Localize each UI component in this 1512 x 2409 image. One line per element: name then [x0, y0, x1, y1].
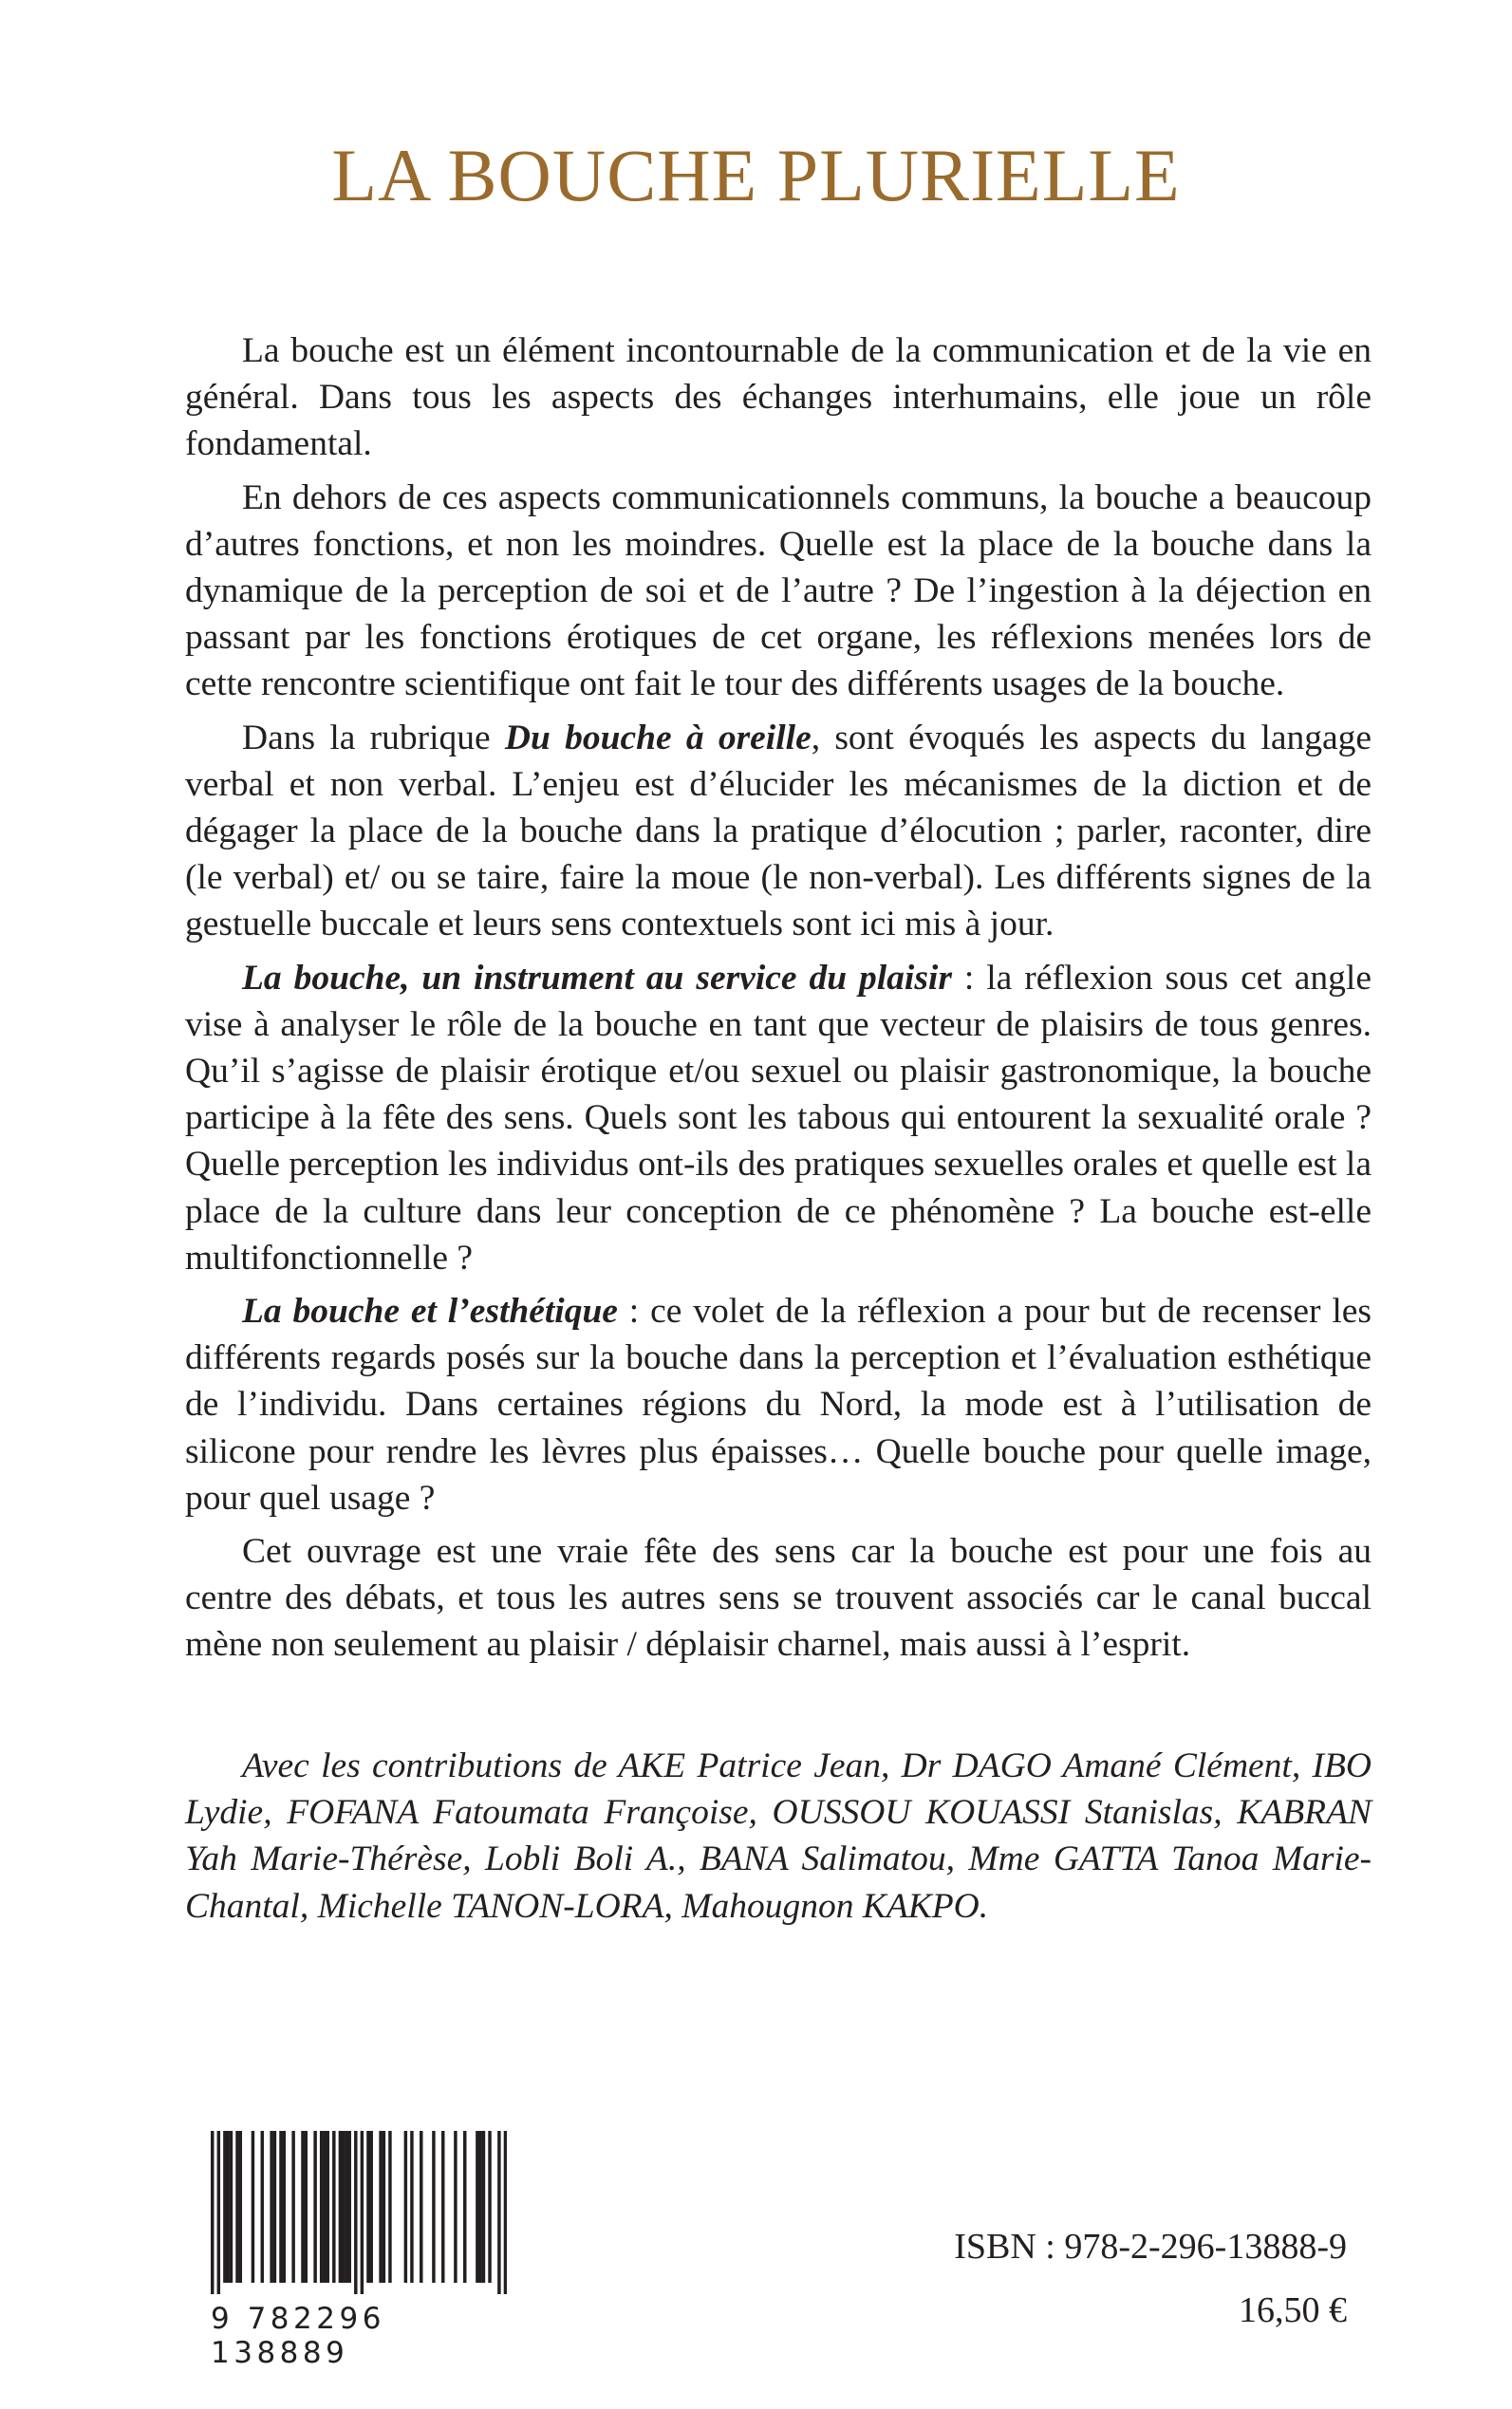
- barcode-image: [211, 2131, 507, 2294]
- barcode-bar: [273, 2131, 276, 2283]
- summary-paragraph-1: La bouche est un élément incontournable de la communication et de la vie en général. Dans tous les aspects des échanges interhumains, elle joue un rôle fondamental.: [185, 331, 1372, 464]
- barcode-bar: [217, 2131, 220, 2294]
- barcode-bar: [270, 2131, 272, 2283]
- barcode-bar: [345, 2131, 347, 2283]
- paragraph-3-intro: Dans la rubrique: [242, 718, 505, 757]
- section-title-esthetique: La bouche et l’esthétique: [242, 1292, 618, 1332]
- barcode-bar: [283, 2131, 286, 2283]
- barcode-bar: [463, 2131, 466, 2283]
- contributors-list: Avec les contributions de AKE Patrice Jean, Dr DAGO Amané Clément, IBO Lydie, FOFANA Fatoumata Françoise, OUSSOU KOUASSI Stanislas, KABRAN Yah Marie-Thérèse, Lobli Boli A., BANA Salimatou, Mme GATTA Tanoa Marie-Chantal, Michelle TANON-LORA, Mahougnon KAKPO.: [185, 1746, 1372, 1926]
- barcode-bar: [476, 2131, 478, 2283]
- summary-paragraph-5: [185, 1288, 1372, 1522]
- barcode-bar: [379, 2131, 382, 2283]
- barcode-bar: [305, 2131, 308, 2283]
- section-title-du-bouche-a-oreille: Du bouche à oreille: [504, 718, 812, 757]
- barcode-bar: [323, 2131, 326, 2283]
- book-title: LA BOUCHE PLURIELLE: [331, 134, 1181, 216]
- barcode-bar: [454, 2131, 457, 2283]
- summary-paragraph-3: [185, 715, 1372, 948]
- barcode-bar: [497, 2131, 500, 2294]
- barcode-bar: [420, 2131, 422, 2283]
- barcode-bar: [235, 2131, 238, 2283]
- section-title-plaisir: La bouche, un instrument au service du plaisir: [242, 958, 952, 998]
- back-cover-summary: [185, 327, 1372, 1675]
- barcode-bar: [226, 2131, 229, 2283]
- barcode-bar: [230, 2131, 233, 2283]
- barcode-bar: [320, 2131, 323, 2283]
- barcode-bar: [361, 2131, 364, 2294]
- barcode-bar: [441, 2131, 444, 2283]
- barcode-bar: [383, 2131, 385, 2283]
- barcode-bar: [261, 2131, 264, 2283]
- barcode-bar: [432, 2131, 435, 2283]
- barcode-bar: [239, 2131, 242, 2283]
- paragraph-4-text: : la réflexion sous cet angle vise à analyser le rôle de la bouche en tant que vecteur de plaisirs de tous genres. Qu’il s’agisse de plaisir érotique et/ou sexuel ou plaisir gastronomique, la bouche participe à la fête des sens. Quels sont les tabous qui entourent la sexualité orale ? Quelle perception les individus ont-ils des pratiques sexuelles orales et quelle est la place de la culture dans leur conception de ce phénomène ? La bouche est-elle multifonctionnelle ?: [185, 958, 1372, 1278]
- barcode-bar: [369, 2131, 372, 2283]
- barcode-bar: [252, 2131, 254, 2283]
- barcode-bar: [223, 2131, 226, 2283]
- barcode-digits: 9 782296 138889: [211, 2302, 385, 2370]
- barcode-bar: [482, 2131, 485, 2283]
- barcode-bar: [404, 2131, 407, 2283]
- summary-paragraph-4: [185, 955, 1372, 1281]
- barcode-bar: [388, 2131, 391, 2283]
- barcode-bar: [488, 2131, 491, 2283]
- barcode-bar: [291, 2131, 294, 2283]
- barcode-bar: [354, 2131, 357, 2294]
- barcode-bar: [348, 2131, 351, 2283]
- paragraph-5-text: : ce volet de la réflexion a pour but de recenser les différents regards posés sur la bouche dans la perception et l’évaluation esthétique de l’individu. Dans certaines régions du Nord, la mode est à l’utilisation de silicone pour rendre les lèvres plus épaisses… Quelle bouche pour quelle image, pour quel usage ?: [185, 1292, 1372, 1518]
- barcode-bar: [279, 2131, 282, 2283]
- barcode-bar: [504, 2131, 507, 2294]
- barcode-bar: [313, 2131, 316, 2283]
- barcode-bar: [339, 2131, 342, 2283]
- barcode-bar: [301, 2131, 304, 2283]
- barcode-bar: [327, 2131, 329, 2283]
- barcode-bar: [478, 2131, 481, 2283]
- summary-paragraph-6: Cet ouvrage est une vraie fête des sens car la bouche est pour une fois au centre des débats, et tous les autres sens se trouvent associés car le canal buccal mène non seulement au plaisir / déplaisir charnel, mais aussi à l’esprit.: [185, 1532, 1372, 1665]
- barcode-bar: [366, 2131, 369, 2283]
- paragraph-3-text: , sont évoqués les aspects du langage verbal et non verbal. L’enjeu est d’élucider les mécanismes de la diction et de dégager la place de la bouche dans la pratique d’élocution ; parler, raconter, dire (le verbal) et/ ou se taire, faire la moue (le non-verbal). Les différents signes de la gestuelle buccale et leurs sens contextuels sont ici mis à jour.: [185, 718, 1372, 944]
- barcode-bar: [410, 2131, 413, 2283]
- barcode-bar: [342, 2131, 345, 2283]
- isbn-number: ISBN : 978-2-296-13888-9: [954, 2227, 1347, 2267]
- barcode-bar: [332, 2131, 335, 2283]
- barcode-bar: [211, 2131, 214, 2294]
- summary-paragraph-2: En dehors de ces aspects communicationnels communs, la bouche a beaucoup d’autres fonctions, et non les moindres. Quelle est la place de la bouche dans la dynamique de la perception de soi et de l’autre ? De l’ingestion à la déjection en passant par les fonctions érotiques de cet organe, les réflexions menées lors de cette rencontre scientifique ont fait le tour des différents usages de la bouche.: [185, 477, 1372, 704]
- book-price: 16,50 €: [1239, 2290, 1347, 2330]
